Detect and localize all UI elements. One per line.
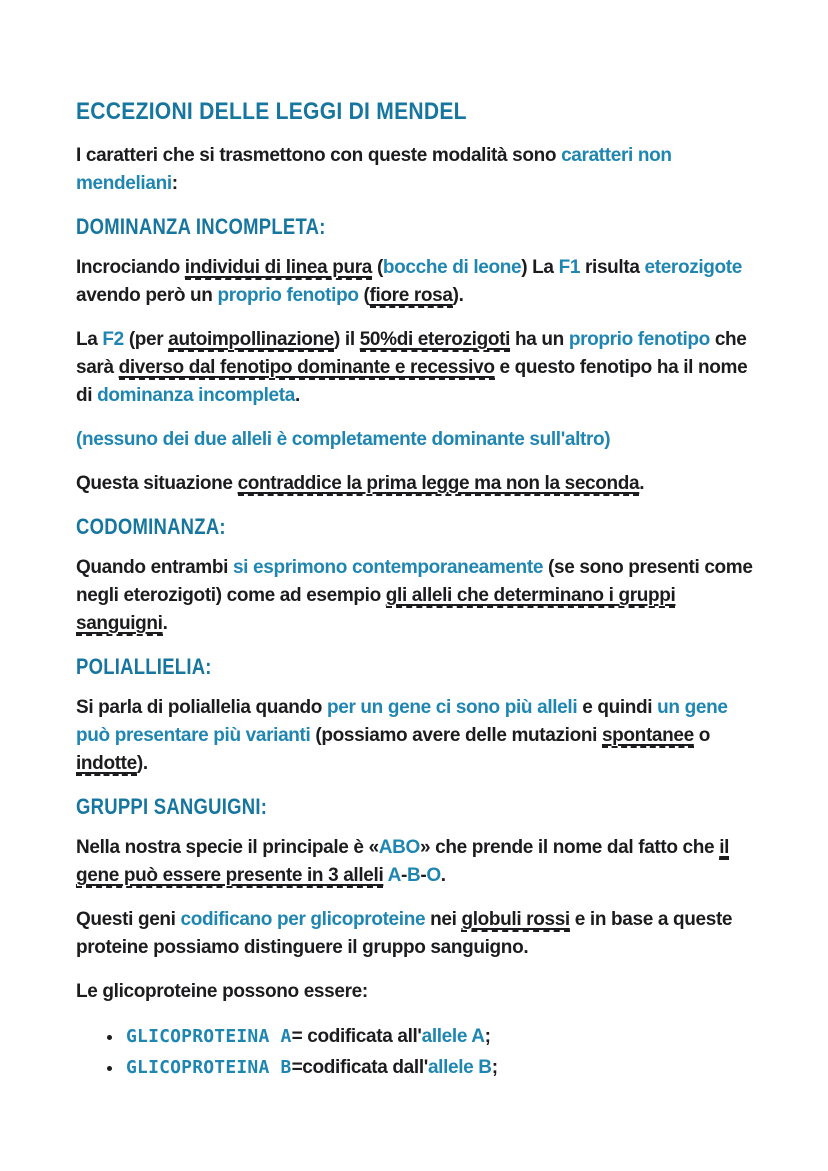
text-run: Quando entrambi [76,557,233,578]
text-run: un gene può presentare più varianti [76,697,728,746]
text-run: risulta [580,257,645,278]
text-run: individui di linea pura [184,257,373,278]
text-run: allele A [421,1026,485,1047]
text-run: =codificata dall' [291,1057,428,1078]
text-run: si esprimono contemporaneamente [232,557,544,578]
text-run: La [76,329,103,350]
text-run: Questa situazione [76,473,238,494]
text-run: autoimpollinazione [168,329,335,350]
text-run: B [406,865,421,886]
paragraph [76,142,758,198]
text-run: O [426,865,441,886]
text-run: diverso dal fenotipo dominante e recessivo [118,357,495,378]
text-run: proprio fenotipo [217,285,359,306]
text-run: per un gene ci sono più alleli [326,697,578,718]
text-run: fiore rosa [369,285,453,306]
text-run: bocche di leone [382,257,522,278]
text-run: eterozigote [644,257,742,278]
text-run: gli alleli che determinano i gruppi sanguigni [76,585,676,634]
text-run: - [420,865,427,886]
text-run: Questi geni [76,909,181,930]
text-run: nei [425,909,462,930]
text-run: ( [358,285,370,306]
text-run: avendo però un [76,285,218,306]
section-heading-text: CODOMINANZA: [76,514,226,539]
paragraph [76,254,758,310]
text-run: contraddice la prima legge ma non la seconda [237,473,640,494]
text-run: (possiamo avere delle mutazioni [310,725,602,746]
text-run: I caratteri che si trasmettono con queste modalità sono [76,145,562,166]
text-run: (se sono presenti come negli eterozigoti) come ad esempio [76,557,753,606]
paragraph [76,978,758,1006]
text-run: ( [372,257,383,278]
text-run: . [162,613,168,634]
text-run: : [171,173,178,194]
section-heading-text: GRUPPI SANGUIGNI: [76,794,268,819]
text-run: Nella nostra specie il principale è « [76,837,379,858]
section-heading-text: POLIALLIELIA: [76,654,212,679]
text-run: A [387,865,401,886]
text-run: » che prende il nome dal fatto che [419,837,720,858]
text-run: . [440,865,446,886]
text-run: e quindi [577,697,658,718]
text-run: . [294,385,300,406]
bullet-list [76,1022,758,1082]
text-run: globuli rossi [461,909,570,930]
list-item [124,1022,758,1051]
text-run: ha un [510,329,569,350]
text-run: spontanee [601,725,694,746]
text-run: F2 [102,329,124,350]
text-run: ). [136,753,148,774]
text-run: codificano per glicoproteine [180,909,426,930]
text-run: ; [484,1026,491,1047]
text-run: ) La [521,257,559,278]
text-run: (nessuno dei due alleli è completamente dominante sull'altro) [76,429,611,450]
paragraph [76,470,758,498]
text-run: indotte [76,753,137,774]
text-run: dominanza incompleta [97,385,295,406]
section-heading [76,794,758,820]
page-title-text: ECCEZIONI DELLE LEGGI DI MENDEL [76,98,467,125]
paragraph [76,326,758,410]
paragraph [76,906,758,962]
list-item [124,1053,758,1082]
text-run: e questo fenotipo ha il nome di [76,357,748,406]
text-run: caratteri non mendeliani [76,145,672,194]
text-run: (per [123,329,169,350]
text-run: Le glicoproteine possono essere: [76,981,368,1002]
paragraph [76,554,758,638]
text-run: - [400,865,407,886]
text-run: allele B [427,1057,492,1078]
text-run: = codificata all' [291,1026,422,1047]
text-run: ). [452,285,464,306]
paragraph [76,694,758,778]
paragraph [76,426,758,454]
text-run: e in base a queste proteine possiamo distinguere il gruppo sanguigno. [76,909,733,958]
text-run: che sarà [76,329,747,378]
section-heading [76,654,758,680]
paragraph [76,834,758,890]
text-run: il gene può essere presente in 3 alleli [76,837,730,886]
section-heading [76,214,758,240]
text-run: o [693,725,711,746]
text-run: GLICOPROTEINA B [126,1057,292,1078]
text-run: Si parla di poliallelia quando [76,697,327,718]
section-heading-text: DOMINANZA INCOMPLETA: [76,214,326,239]
page-title [76,98,758,126]
text-run: proprio fenotipo [568,329,710,350]
text-run: 50%di eterozigoti [359,329,511,350]
section-heading [76,514,758,540]
text-run: . [639,473,645,494]
text-run: ) il [334,329,360,350]
text-run: ; [491,1057,498,1078]
text-run: GLICOPROTEINA A [126,1026,292,1047]
text-run: F1 [558,257,581,278]
text-run: Incrociando [76,257,185,278]
text-run: ABO [378,837,420,858]
